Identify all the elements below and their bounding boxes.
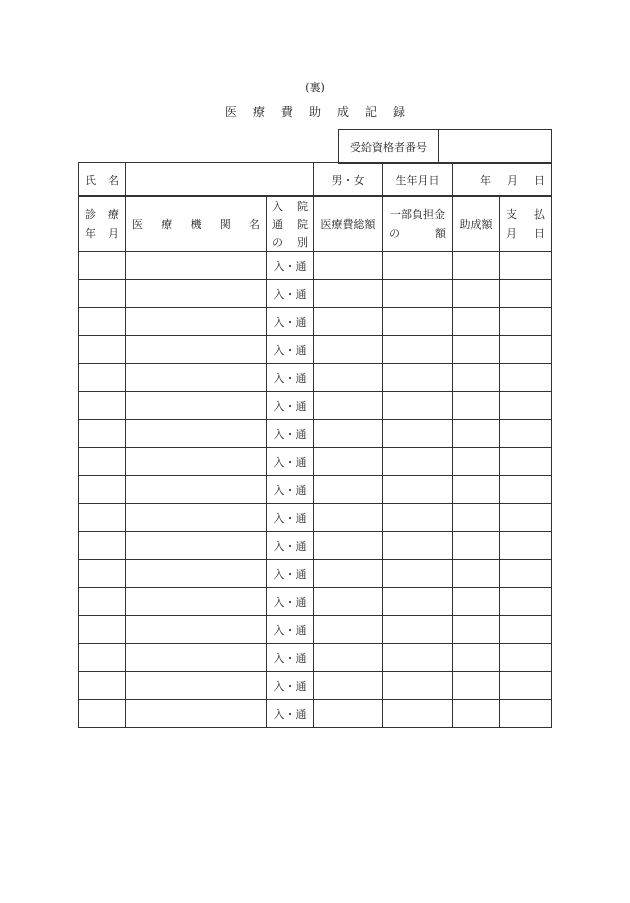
subsidy-cell[interactable]	[453, 364, 500, 392]
date-cell[interactable]	[79, 392, 126, 420]
admission-type-cell[interactable]: 入・通	[267, 252, 314, 280]
admission-type-cell[interactable]: 入・通	[267, 280, 314, 308]
table-row	[79, 532, 552, 560]
total-cost-cell[interactable]	[314, 392, 383, 420]
total-cost-cell[interactable]	[314, 588, 383, 616]
col-institution-header: 医 療 機 関 名	[126, 196, 267, 252]
payment-date-cell[interactable]	[500, 644, 552, 672]
admission-type-cell[interactable]: 入・通	[267, 308, 314, 336]
name-label: 氏 名	[79, 163, 126, 197]
institution-cell[interactable]	[126, 308, 267, 336]
copay-cell[interactable]	[383, 280, 453, 308]
admission-type-cell[interactable]: 入・通	[267, 616, 314, 644]
admission-type-cell[interactable]: 入・通	[267, 448, 314, 476]
table-row	[79, 392, 552, 420]
institution-cell[interactable]	[126, 476, 267, 504]
copay-cell[interactable]	[383, 420, 453, 448]
admission-type-cell[interactable]: 入・通	[267, 672, 314, 700]
sex-field[interactable]: 男・女	[314, 163, 383, 197]
subsidy-cell[interactable]	[453, 336, 500, 364]
table-row	[79, 504, 552, 532]
copay-cell[interactable]	[383, 700, 453, 728]
copay-cell[interactable]	[383, 336, 453, 364]
institution-cell[interactable]	[126, 280, 267, 308]
table-row	[79, 448, 552, 476]
total-cost-cell[interactable]	[314, 616, 383, 644]
date-cell[interactable]	[79, 280, 126, 308]
table-row	[79, 280, 552, 308]
admission-type-cell[interactable]: 入・通	[267, 392, 314, 420]
payment-date-cell[interactable]	[500, 336, 552, 364]
admission-type-cell[interactable]: 入・通	[267, 336, 314, 364]
admission-type-cell[interactable]: 入・通	[267, 504, 314, 532]
institution-cell[interactable]	[126, 504, 267, 532]
copay-cell[interactable]	[383, 392, 453, 420]
page-side-label: (裏)	[305, 81, 325, 94]
copay-cell[interactable]	[383, 532, 453, 560]
institution-cell[interactable]	[126, 420, 267, 448]
payment-date-cell[interactable]	[500, 672, 552, 700]
date-cell[interactable]	[79, 588, 126, 616]
admission-type-cell[interactable]: 入・通	[267, 700, 314, 728]
total-cost-cell[interactable]	[314, 700, 383, 728]
total-cost-cell[interactable]	[314, 504, 383, 532]
total-cost-cell[interactable]	[314, 252, 383, 280]
date-cell[interactable]	[79, 336, 126, 364]
payment-date-cell[interactable]	[500, 560, 552, 588]
admission-type-cell[interactable]: 入・通	[267, 560, 314, 588]
table-row	[79, 644, 552, 672]
certificate-number-label: 受給資格者番号	[339, 130, 439, 164]
total-cost-cell[interactable]	[314, 336, 383, 364]
table-row	[79, 616, 552, 644]
date-cell[interactable]	[79, 560, 126, 588]
subsidy-cell[interactable]	[453, 504, 500, 532]
institution-cell[interactable]	[126, 364, 267, 392]
certificate-number-field[interactable]	[439, 130, 552, 164]
name-field[interactable]	[126, 163, 314, 197]
payment-date-cell[interactable]	[500, 448, 552, 476]
copay-cell[interactable]	[383, 308, 453, 336]
copay-cell[interactable]	[383, 252, 453, 280]
payment-date-cell[interactable]	[500, 420, 552, 448]
birth-year-unit: 年	[480, 173, 491, 187]
admission-type-cell[interactable]: 入・通	[267, 644, 314, 672]
total-cost-cell[interactable]	[314, 560, 383, 588]
copay-cell[interactable]	[383, 644, 453, 672]
copay-cell[interactable]	[383, 504, 453, 532]
date-cell[interactable]	[79, 420, 126, 448]
payment-date-cell[interactable]	[500, 364, 552, 392]
total-cost-cell[interactable]	[314, 420, 383, 448]
page-title: 医療費助成記録	[224, 105, 421, 119]
payment-date-cell[interactable]	[500, 532, 552, 560]
table-row	[79, 700, 552, 728]
date-cell[interactable]	[79, 532, 126, 560]
subsidy-cell[interactable]	[453, 448, 500, 476]
date-cell[interactable]	[79, 504, 126, 532]
admission-type-cell[interactable]: 入・通	[267, 420, 314, 448]
payment-date-cell[interactable]	[500, 616, 552, 644]
subsidy-cell[interactable]	[453, 616, 500, 644]
subsidy-cell[interactable]	[453, 252, 500, 280]
table-row	[79, 252, 552, 280]
institution-cell[interactable]	[126, 448, 267, 476]
admission-type-cell[interactable]: 入・通	[267, 364, 314, 392]
copay-cell[interactable]	[383, 560, 453, 588]
date-cell[interactable]	[79, 644, 126, 672]
subsidy-cell[interactable]	[453, 532, 500, 560]
payment-date-cell[interactable]	[500, 476, 552, 504]
institution-cell[interactable]	[126, 700, 267, 728]
subsidy-cell[interactable]	[453, 420, 500, 448]
person-info-table	[78, 162, 552, 197]
institution-cell[interactable]	[126, 616, 267, 644]
payment-date-cell[interactable]	[500, 252, 552, 280]
subsidy-cell[interactable]	[453, 644, 500, 672]
subsidy-cell[interactable]	[453, 476, 500, 504]
total-cost-cell[interactable]	[314, 532, 383, 560]
copay-cell[interactable]	[383, 476, 453, 504]
institution-cell[interactable]	[126, 644, 267, 672]
copay-cell[interactable]	[383, 448, 453, 476]
table-row	[79, 588, 552, 616]
admission-type-cell[interactable]: 入・通	[267, 476, 314, 504]
payment-date-cell[interactable]	[500, 308, 552, 336]
date-cell[interactable]	[79, 364, 126, 392]
payment-date-cell[interactable]	[500, 280, 552, 308]
date-cell[interactable]	[79, 672, 126, 700]
copay-cell[interactable]	[383, 672, 453, 700]
birth-day-unit: 日	[534, 173, 545, 187]
col-copay-header: 一部負担金 の 額	[383, 196, 453, 252]
institution-cell[interactable]	[126, 672, 267, 700]
institution-cell[interactable]	[126, 252, 267, 280]
admission-type-cell[interactable]: 入・通	[267, 532, 314, 560]
col-total-cost-header: 医療費総額	[314, 196, 383, 252]
total-cost-cell[interactable]	[314, 308, 383, 336]
subsidy-cell[interactable]	[453, 280, 500, 308]
subsidy-cell[interactable]	[453, 672, 500, 700]
total-cost-cell[interactable]	[314, 672, 383, 700]
table-row	[79, 308, 552, 336]
date-cell[interactable]	[79, 616, 126, 644]
date-cell[interactable]	[79, 252, 126, 280]
date-cell[interactable]	[79, 476, 126, 504]
date-cell[interactable]	[79, 308, 126, 336]
birth-date-label: 生年月日	[383, 163, 453, 197]
table-row	[79, 420, 552, 448]
subsidy-cell[interactable]	[453, 588, 500, 616]
total-cost-cell[interactable]	[314, 364, 383, 392]
total-cost-cell[interactable]	[314, 448, 383, 476]
institution-cell[interactable]	[126, 560, 267, 588]
subsidy-cell[interactable]	[453, 308, 500, 336]
col-payment-date-header: 支 払 月 日	[500, 196, 552, 252]
total-cost-cell[interactable]	[314, 644, 383, 672]
table-row	[79, 560, 552, 588]
institution-cell[interactable]	[126, 588, 267, 616]
date-cell[interactable]	[79, 448, 126, 476]
birth-month-unit: 月	[507, 173, 518, 187]
col-subsidy-header: 助成額	[453, 196, 500, 252]
total-cost-cell[interactable]	[314, 280, 383, 308]
table-row	[79, 364, 552, 392]
subsidy-cell[interactable]	[453, 392, 500, 420]
payment-date-cell[interactable]	[500, 588, 552, 616]
subsidy-cell[interactable]	[453, 700, 500, 728]
table-header-row	[79, 196, 552, 252]
institution-cell[interactable]	[126, 336, 267, 364]
col-admission-type-header: 入 院 通 院 の 別	[267, 196, 314, 252]
payment-date-cell[interactable]	[500, 392, 552, 420]
copay-cell[interactable]	[383, 364, 453, 392]
date-cell[interactable]	[79, 700, 126, 728]
birth-date-field[interactable]	[453, 163, 552, 197]
payment-date-cell[interactable]	[500, 700, 552, 728]
subsidy-cell[interactable]	[453, 560, 500, 588]
payment-date-cell[interactable]	[500, 504, 552, 532]
institution-cell[interactable]	[126, 392, 267, 420]
copay-cell[interactable]	[383, 616, 453, 644]
table-row	[79, 336, 552, 364]
admission-type-cell[interactable]: 入・通	[267, 588, 314, 616]
copay-cell[interactable]	[383, 588, 453, 616]
table-row	[79, 476, 552, 504]
col-date-header: 診 療 年 月	[79, 196, 126, 252]
certificate-number-table	[338, 129, 552, 164]
total-cost-cell[interactable]	[314, 476, 383, 504]
medical-record-table	[78, 195, 552, 728]
table-row	[79, 672, 552, 700]
institution-cell[interactable]	[126, 532, 267, 560]
record-rows	[79, 252, 552, 728]
